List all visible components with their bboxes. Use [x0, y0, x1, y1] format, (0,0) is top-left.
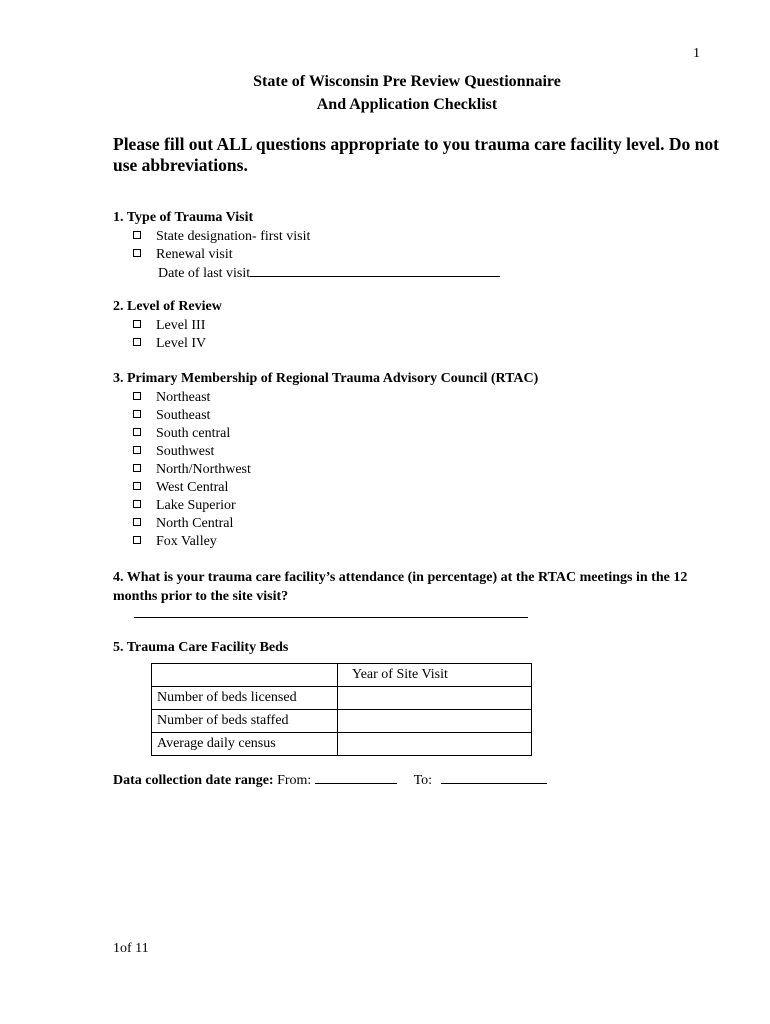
q3-option-west-central[interactable] [133, 479, 228, 497]
checkbox[interactable] [133, 536, 141, 544]
option-label: West Central [156, 480, 229, 495]
option-label: Level IV [156, 336, 207, 351]
checkbox[interactable] [133, 320, 141, 328]
table-row [152, 733, 532, 756]
option-label: North/Northwest [156, 462, 251, 477]
checkbox[interactable] [133, 392, 141, 400]
q3-option-southwest[interactable] [133, 443, 214, 461]
beds-licensed-field[interactable] [338, 687, 532, 710]
q3-title: 3. Primary Membership of Regional Trauma Advisory Council (RTAC) [113, 371, 539, 386]
q2-option-level-iv[interactable] [133, 335, 206, 353]
q3-option-north-central[interactable] [133, 515, 233, 533]
from-date-field[interactable] [315, 771, 397, 784]
date-range [113, 771, 547, 789]
title-line-1: State of Wisconsin Pre Review Questionnaire [253, 73, 561, 90]
q3-option-north-northwest[interactable] [133, 461, 251, 479]
beds-staffed-field[interactable] [338, 710, 532, 733]
checkbox[interactable] [133, 518, 141, 526]
q3-option-south-central[interactable] [133, 425, 230, 443]
option-label: Renewal visit [156, 247, 233, 262]
table-row [152, 664, 532, 687]
date-label: Date of last visit [158, 266, 251, 281]
q1-title: 1. Type of Trauma Visit [113, 210, 254, 225]
checkbox[interactable] [133, 482, 141, 490]
to-date-field[interactable] [441, 771, 547, 784]
page-footer: 1of 11 [113, 941, 149, 956]
q5-title: 5. Trauma Care Facility Beds [113, 640, 289, 655]
option-label: Southwest [156, 444, 215, 459]
instructions: Please fill out ALL questions appropriate to you trauma care facility level. Do not use abbreviations. [113, 134, 719, 175]
row-label-daily-census: Average daily census [152, 733, 338, 756]
date-of-last-visit-field[interactable] [250, 264, 500, 277]
q3-option-fox-valley[interactable] [133, 533, 217, 551]
date-range-label: Data collection date range: [113, 773, 274, 788]
q3-option-lake-superior[interactable] [133, 497, 236, 515]
checkbox[interactable] [133, 446, 141, 454]
q2-title: 2. Level of Review [113, 299, 222, 314]
beds-table [151, 663, 532, 756]
checkbox[interactable] [133, 410, 141, 418]
table-row [152, 710, 532, 733]
q3-option-southeast[interactable] [133, 407, 210, 425]
checkbox[interactable] [133, 428, 141, 436]
table-row [152, 687, 532, 710]
table-header-year: Year of Site Visit [338, 664, 532, 687]
option-label: North Central [156, 516, 234, 531]
checkbox[interactable] [133, 500, 141, 508]
option-label: Level III [156, 318, 206, 333]
table-cell-empty [152, 664, 338, 687]
checkbox[interactable] [133, 249, 141, 257]
option-label: Northeast [156, 390, 211, 405]
option-label: Lake Superior [156, 498, 236, 513]
title-line-2: And Application Checklist [316, 96, 498, 113]
option-label: Fox Valley [156, 534, 217, 549]
q1-option-renewal[interactable] [133, 246, 233, 264]
q4-title: 4. What is your trauma care facility’s attendance (in percentage) at the RTAC meetings in the 12 months prior to the site visit? [113, 570, 688, 604]
option-label: Southeast [156, 408, 211, 423]
q3-option-northeast[interactable] [133, 389, 210, 407]
q2-option-level-iii[interactable] [133, 317, 205, 335]
checkbox[interactable] [133, 464, 141, 472]
option-label: South central [156, 426, 231, 441]
page-number: 1 [693, 46, 700, 61]
q1-option-first-visit[interactable] [133, 228, 310, 246]
row-label-beds-licensed: Number of beds licensed [152, 687, 338, 710]
checkbox[interactable] [133, 231, 141, 239]
from-label: From: [277, 773, 312, 788]
q4-answer-line[interactable] [134, 617, 528, 618]
checkbox[interactable] [133, 338, 141, 346]
q1-date-last-visit [158, 264, 500, 282]
row-label-beds-staffed: Number of beds staffed [152, 710, 338, 733]
daily-census-field[interactable] [338, 733, 532, 756]
to-label: To: [413, 773, 433, 788]
document-title [0, 70, 770, 116]
option-label: State designation- first visit [156, 229, 311, 244]
